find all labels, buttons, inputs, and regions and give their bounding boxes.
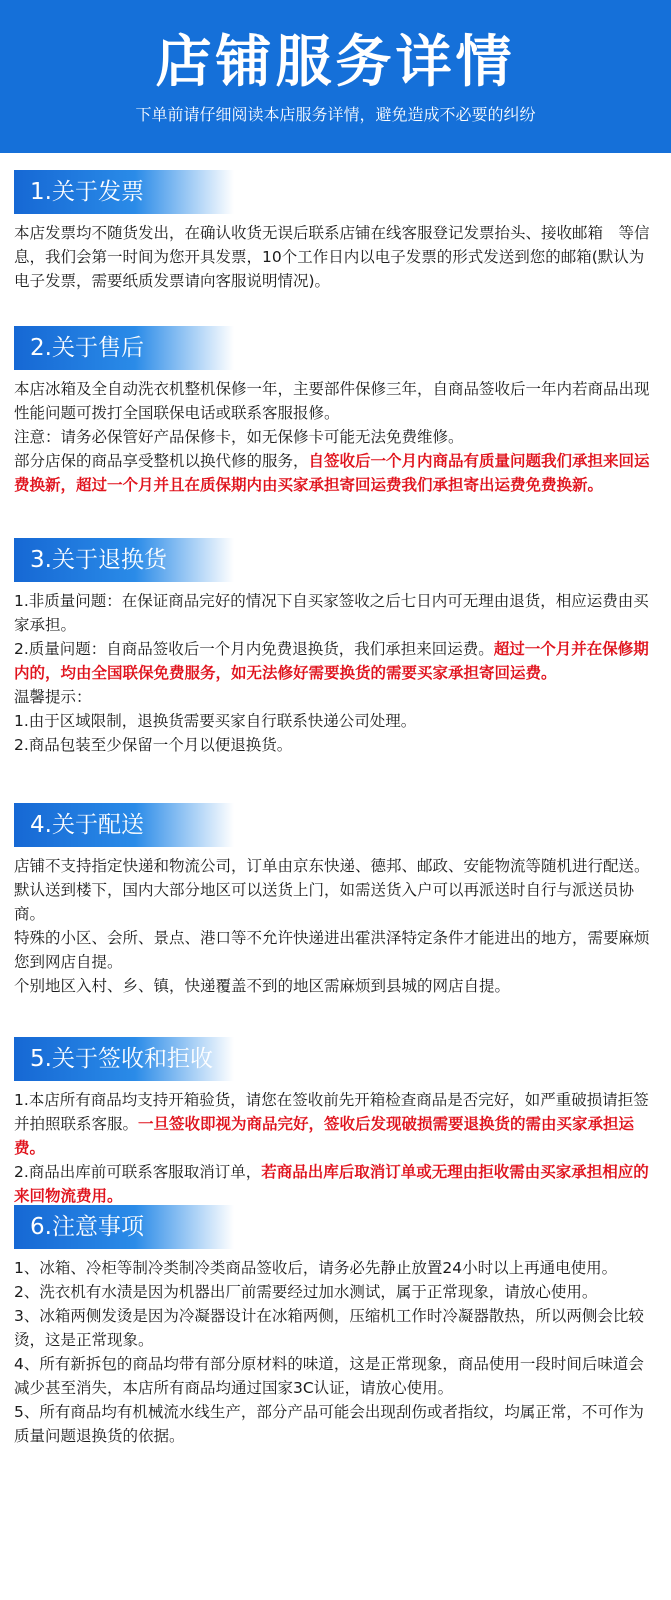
section-body [14,221,655,293]
section-body [14,1088,655,1208]
paragraph [14,221,655,293]
paragraph [14,709,655,733]
body-text: 4、所有新拆包的商品均带有部分原材料的味道，这是正常现象，商品使用一段时间后味道会减少甚至消失，本店所有商品均通过国家3C认证，请放心使用。 [14,1355,644,1397]
paragraph [14,425,655,449]
body-text: 2.商品出库前可联系客服取消订单， [14,1163,262,1181]
paragraph [14,377,655,425]
paragraph [14,1400,655,1448]
page-subtitle: 下单前请仔细阅读本店服务详情，避免造成不必要的纠纷 [135,105,536,124]
section-heading: 6.注意事项 [14,1205,234,1249]
paragraph [14,449,655,497]
body-text: 2、洗衣机有水渍是因为机器出厂前需要经过加水测试，属于正常现象，请放心使用。 [14,1283,598,1301]
body-text: 1.由于区域限制，退换货需要买家自行联系快递公司处理。 [14,712,417,730]
body-text: 2.商品包装至少保留一个月以便退换货。 [14,736,293,754]
paragraph [14,1280,655,1304]
highlight-text: 超过一个月并在保修期内的，均由全国联保免费服务，如无法修好需要换货的需要买家承担寄回运费。 [14,640,649,682]
paragraph [14,926,655,974]
section-heading: 3.关于退换货 [14,538,234,582]
page-header [0,0,671,153]
section-body [14,1256,655,1448]
highlight-text: 若商品出库后取消订单或无理由拒收需由买家承担相应的来回物流费用。 [14,1163,649,1205]
page-title: 店铺服务详情 [155,30,516,95]
body-text: 部分店保的商品享受整机以换代修的服务， [14,452,309,470]
paragraph [14,878,655,926]
body-text: 1.本店所有商品均支持开箱验货，请您在签收前先开箱检查商品是否完好，如严重破损请拒签并拍照联系客服。 [14,1091,649,1133]
body-text: 1.非质量问题：在保证商品完好的情况下自买家签收之后七日内可无理由退货，相应运费由买家承担。 [14,592,649,634]
body-text: 注意：请务必保管好产品保修卡，如无保修卡可能无法免费维修。 [14,428,464,446]
section-body [14,854,655,998]
section-body [14,589,655,757]
body-text: 2.质量问题：自商品签收后一个月内免费退换货，我们承担来回运费。 [14,640,494,658]
body-text: 温馨提示： [14,688,92,706]
paragraph [14,1160,655,1208]
paragraph [14,589,655,637]
body-text: 店铺不支持指定快递和物流公司，订单由京东快递、德邦、邮政、安能物流等随机进行配送。 [14,857,650,875]
highlight-text: 一旦签收即视为商品完好，签收后发现破损需要退换货的需由买家承担运费。 [14,1115,635,1157]
paragraph [14,854,655,878]
body-text: 1、冰箱、冷柜等制冷类制冷类商品签收后，请务必先静止放置24小时以上再通电使用。 [14,1259,618,1277]
paragraph [14,1088,655,1160]
paragraph [14,1352,655,1400]
body-text: 3、冰箱两侧发烫是因为冷凝器设计在冰箱两侧，压缩机工作时冷凝器散热，所以两侧会比较烫，这是正常现象。 [14,1307,644,1349]
section-heading: 5.关于签收和拒收 [14,1037,234,1081]
section-heading: 2.关于售后 [14,326,234,370]
paragraph [14,685,655,709]
body-text: 本店冰箱及全自动洗衣机整机保修一年，主要部件保修三年，自商品签收后一年内若商品出现性能问题可拨打全国联保电话或联系客服报修。 [14,380,650,422]
body-text: 5、所有商品均有机械流水线生产，部分产品可能会出现刮伤或者指纹，均属正常，不可作为质量问题退换货的依据。 [14,1403,644,1445]
section-heading: 4.关于配送 [14,803,234,847]
body-text: 个别地区入村、乡、镇，快递覆盖不到的地区需麻烦到县城的网店自提。 [14,977,511,995]
highlight-text: 自签收后一个月内商品有质量问题我们承担来回运费换新，超过一个月并且在质保期内由买家承担寄回运费我们承担寄出运费免费换新。 [14,452,650,494]
paragraph [14,637,655,685]
body-text: 特殊的小区、会所、景点、港口等不允许快递进出霍洪泽特定条件才能进出的地方，需要麻烦您到网店自提。 [14,929,650,971]
paragraph [14,974,655,998]
paragraph [14,1304,655,1352]
body-text: 默认送到楼下，国内大部分地区可以送货上门，如需送货入户可以再派送时自行与派送员协商。 [14,881,635,923]
paragraph [14,733,655,757]
paragraph [14,1256,655,1280]
section-body [14,377,655,497]
body-text: 本店发票均不随货发出，在确认收货无误后联系店铺在线客服登记发票抬头、接收邮箱 等信息，我们会第一时间为您开具发票，10个工作日内以电子发票的形式发送到您的邮箱(默认为电子发票，需要纸质发票请向客服说明情况)。 [14,224,650,290]
section-heading: 1.关于发票 [14,170,234,214]
